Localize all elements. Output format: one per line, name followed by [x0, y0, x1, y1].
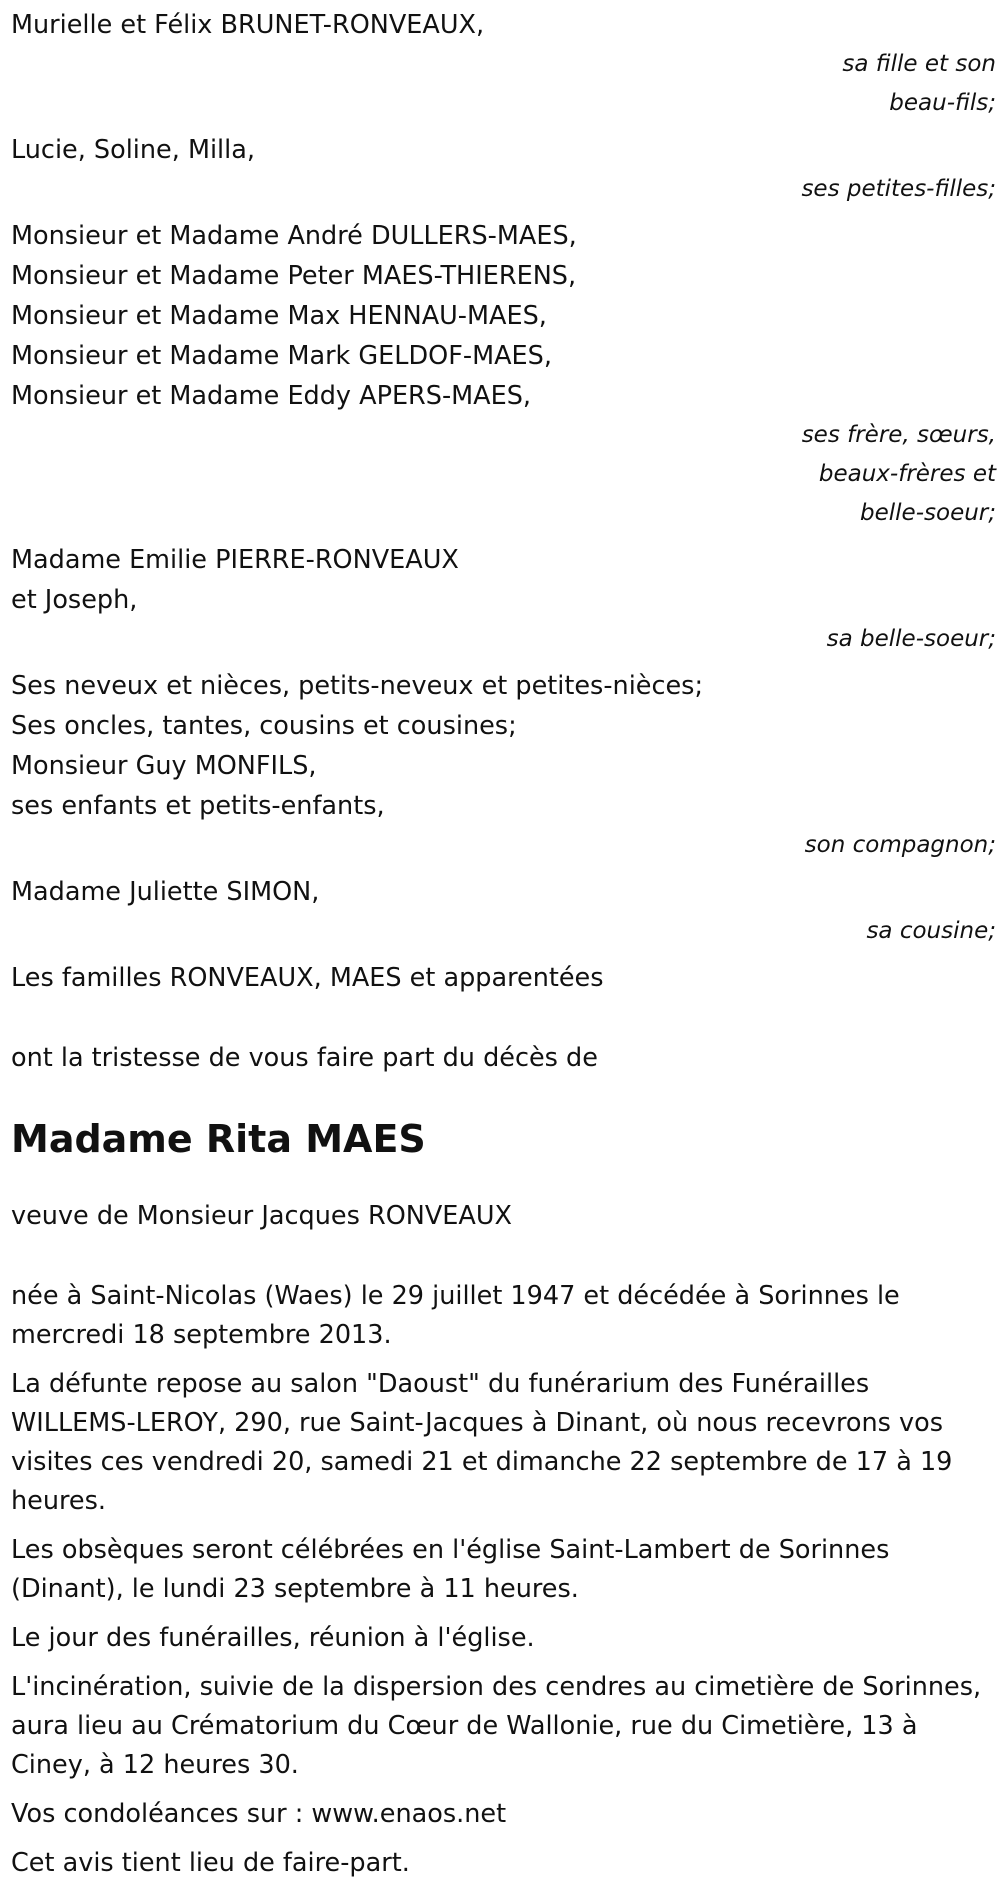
family-member-line: Monsieur et Madame Mark GELDOF-MAES,: [11, 341, 552, 371]
family-member-line: Monsieur et Madame Eddy APERS-MAES,: [11, 381, 532, 411]
relation-line: sa cousine;: [866, 918, 996, 944]
relation-line: beaux-frères et: [818, 461, 996, 487]
relation-label: [11, 416, 996, 533]
families-line: Les familles RONVEAUX, MAES et apparentées: [11, 963, 604, 993]
family-group: [11, 540, 996, 659]
relation-label: [11, 620, 996, 659]
relation-line: ses petites-filles;: [801, 176, 996, 202]
family-group: [11, 5, 996, 123]
relation-label: [11, 45, 996, 123]
relation-line: ses frère, sœurs,: [801, 422, 996, 448]
family-member-line: Monsieur et Madame Max HENNAU-MAES,: [11, 301, 547, 331]
family-group: [11, 872, 996, 951]
cremation-paragraph: L'incinération, suivie de la dispersion des cendres au cimetière de Sorinnes, aura lieu au Crématorium du Cœur de Wallonie, rue du Cimetière, 13 à Ciney, à 12 heures 30.: [11, 1672, 982, 1780]
funeral-paragraph: Les obsèques seront célébrées en l'église Saint-Lambert de Sorinnes (Dinant), le lundi 23 septembre à 11 heures.: [11, 1535, 890, 1604]
family-member-line: Monsieur Guy MONFILS,: [11, 751, 317, 781]
family-group: [11, 130, 996, 209]
relation-label: [11, 912, 996, 951]
relation-line: son compagnon;: [804, 832, 996, 858]
family-list: [11, 5, 996, 951]
family-member-line: Murielle et Félix BRUNET-RONVEAUX,: [11, 10, 485, 40]
family-member-line: Monsieur et Madame André DULLERS-MAES,: [11, 221, 577, 251]
notice-paragraph: Cet avis tient lieu de faire-part.: [11, 1848, 410, 1878]
family-member-line: Lucie, Soline, Milla,: [11, 135, 255, 165]
family-member-line: ses enfants et petits-enfants,: [11, 791, 385, 821]
condolences-paragraph: Vos condoléances sur : www.enaos.net: [11, 1799, 507, 1829]
family-group: [11, 666, 996, 865]
relation-line: sa fille et son: [842, 51, 996, 77]
relation-line: belle-soeur;: [860, 500, 996, 526]
family-group: [11, 216, 996, 533]
death-notice: [11, 0, 996, 1883]
meeting-paragraph: Le jour des funérailles, réunion à l'église.: [11, 1623, 535, 1653]
family-member-line: Madame Emilie PIERRE-RONVEAUX: [11, 545, 459, 575]
family-member-line: Monsieur et Madame Peter MAES-THIERENS,: [11, 261, 577, 291]
relation-line: sa belle-soeur;: [826, 626, 996, 652]
family-member-line: Ses neveux et nièces, petits-neveux et petites-nièces;: [11, 671, 704, 701]
relation-label: [11, 170, 996, 209]
intro-line: ont la tristesse de vous faire part du décès de: [11, 1043, 598, 1073]
family-member-line: Madame Juliette SIMON,: [11, 877, 320, 907]
family-member-line: et Joseph,: [11, 585, 138, 615]
family-member-line: Ses oncles, tantes, cousins et cousines;: [11, 711, 517, 741]
widow-line: veuve de Monsieur Jacques RONVEAUX: [11, 1201, 512, 1231]
visitation-paragraph: La défunte repose au salon "Daoust" du funérarium des Funérailles WILLEMS-LEROY, 290, rue Saint-Jacques à Dinant, où nous recevrons vos visites ces vendredi 20, samedi 21 et dimanche 22 septembre de 17 à 19 heures.: [11, 1369, 953, 1516]
relation-line: beau-fils;: [889, 90, 996, 116]
relation-label: [11, 826, 996, 865]
deceased-name: Madame Rita MAES: [11, 1117, 426, 1161]
birth-death-paragraph: née à Saint-Nicolas (Waes) le 29 juillet 1947 et décédée à Sorinnes le mercredi 18 septembre 2013.: [11, 1281, 900, 1350]
